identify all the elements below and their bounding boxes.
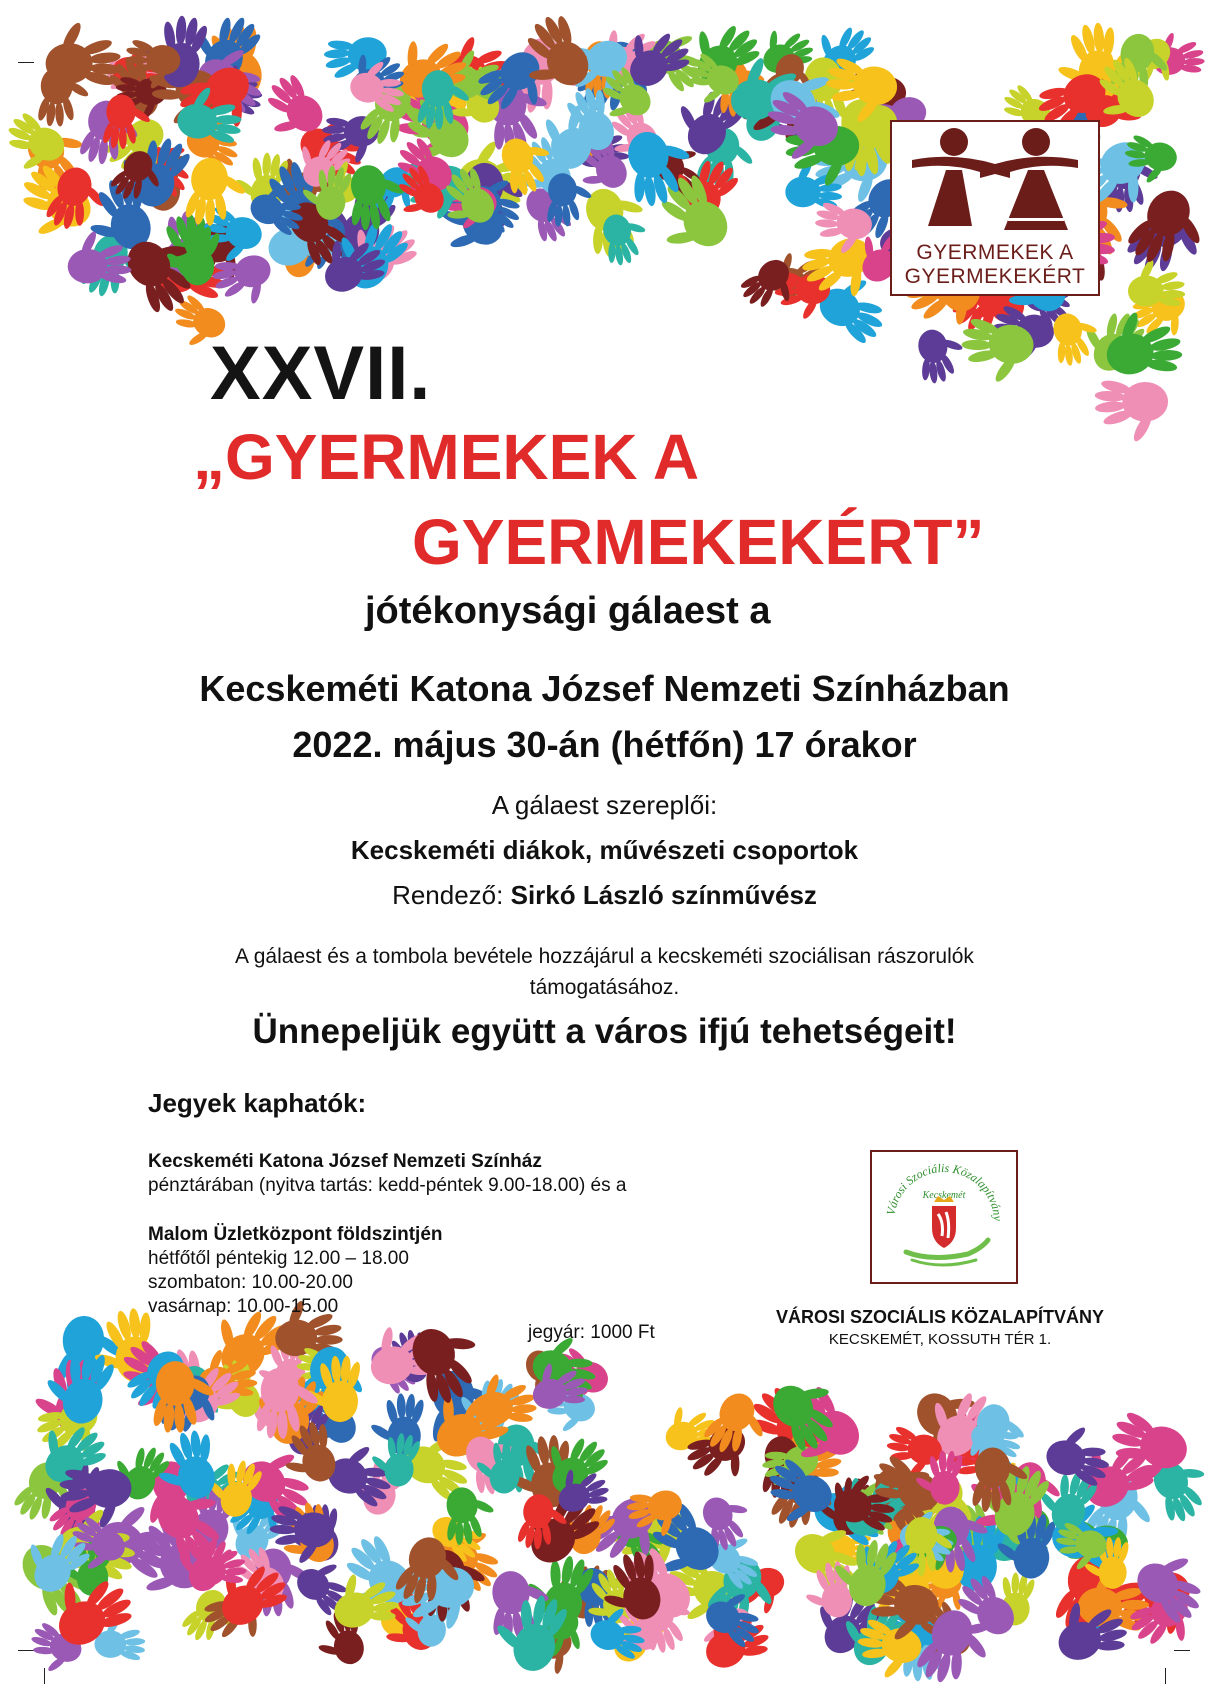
handprint-shape — [912, 324, 970, 386]
charity-note: A gálaest és a tombola bevétele hozzájárul a kecskeméti szociálisan rászorulók támogatásához. — [235, 945, 974, 999]
ticket-place-1-name: Kecskeméti Katona József Nemzeti Színház — [148, 1151, 542, 1172]
seal-city-text: Kecskemét — [922, 1190, 966, 1201]
cast-performers: Kecskeméti diákok, művészeti csoportok — [350, 835, 859, 865]
event-title-line-2: GYERMEKEKÉRT” — [412, 506, 985, 578]
ticket-place-2-hours-sunday: vasárnap: 10.00-15.00 — [148, 1296, 339, 1317]
director-label: Rendező: — [392, 880, 504, 910]
handprint-shape — [442, 1485, 498, 1547]
event-venue: Kecskeméti Katona József Nemzeti Színházban — [199, 668, 1010, 709]
logo-line-2: GYERMEKEKÉRT — [904, 265, 1086, 288]
handprint-shape — [1126, 256, 1186, 311]
ticket-place-2-name: Malom Üzletközpont földszintjén — [148, 1224, 443, 1245]
ticket-place-2-hours-weekday: hétfőtől péntekig 12.00 – 18.00 — [148, 1248, 409, 1269]
gyermekek-logo — [890, 120, 1100, 296]
cast-heading: A gálaest szereplői: — [491, 790, 718, 820]
slogan: Ünnepeljük együtt a város ifjú tehetségeit! — [252, 1012, 957, 1051]
ticket-price: jegyár: 1000 Ft — [528, 1322, 655, 1343]
event-subtitle: jótékonysági gálaest a — [365, 590, 771, 632]
director-name: Sirkó László színművész — [510, 880, 817, 910]
ticket-place-1 — [148, 1150, 626, 1198]
event-title-line-1: „GYERMEKEK A — [193, 421, 700, 493]
seal-ring-text: Városi Szociális Közalapítvány — [883, 1160, 1006, 1222]
director-line — [0, 880, 1209, 911]
ticket-place-2 — [148, 1223, 443, 1319]
seal-emblem-icon — [872, 1152, 1016, 1282]
organizer-address: KECSKEMÉT, KOSSUTH TÉR 1. — [828, 1331, 1052, 1348]
foundation-seal — [870, 1150, 1018, 1284]
logo-line-1: GYERMEKEK A — [916, 241, 1074, 264]
edition-number: XXVII. — [210, 331, 432, 416]
handprint-shape — [1094, 377, 1169, 444]
tickets-heading: Jegyek kaphatók: — [148, 1088, 367, 1118]
ticket-place-2-hours-saturday: szombaton: 10.00-20.00 — [148, 1272, 353, 1293]
event-datetime: 2022. május 30-án (hétfőn) 17 órakor — [292, 724, 917, 765]
children-figures-icon — [892, 122, 1098, 242]
organizer-name: VÁROSI SZOCIÁLIS KÖZALAPÍTVÁNY — [775, 1307, 1105, 1327]
handprint-shape — [45, 20, 122, 89]
ticket-place-1-detail: pénztárában (nyitva tartás: kedd-péntek 9.00-18.00) és a — [148, 1175, 627, 1196]
